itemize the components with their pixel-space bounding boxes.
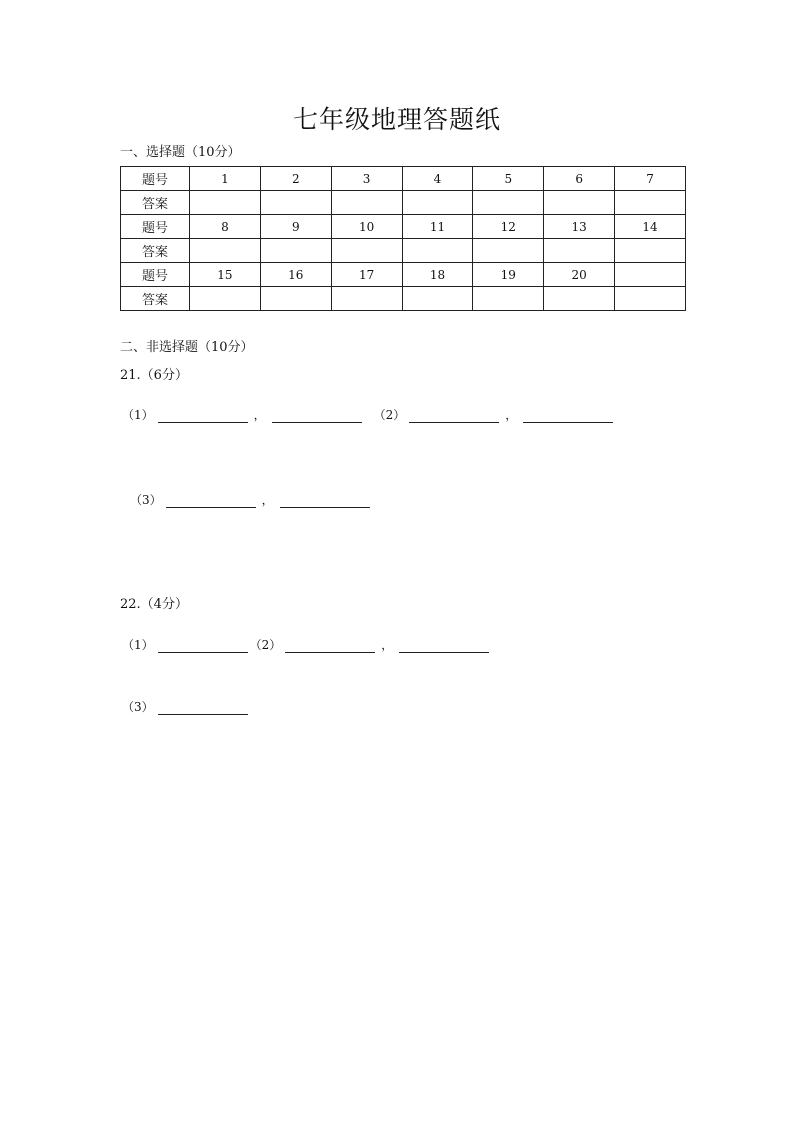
question-number-cell: 9 [260,215,331,239]
question-number-cell: 12 [473,215,544,239]
answer-cell[interactable] [331,191,402,215]
section-heading-choice: 一、选择题（10分） [120,145,241,160]
answer-cell[interactable] [544,191,615,215]
question-number-cell: 2 [260,167,331,191]
question-number-cell: 19 [473,263,544,287]
row-label: 答案 [121,287,190,311]
comma-separator: ， [261,493,274,507]
question-number-cell: 5 [473,167,544,191]
part-number: （1） [122,638,154,652]
q21-answer-line-1 [122,406,615,423]
answer-cell[interactable] [544,287,615,311]
question-number-cell: 16 [260,263,331,287]
question-number-cell: 7 [615,167,686,191]
comma-separator: ， [381,638,394,652]
answer-blank[interactable] [158,700,248,715]
answer-blank[interactable] [399,638,489,653]
answer-blank[interactable] [166,493,256,508]
answer-cell[interactable] [615,191,686,215]
section-heading-nonchoice: 二、非选择题（10分） [120,340,254,355]
table-row-answers-1 [121,191,686,215]
question-number-cell: 4 [402,167,473,191]
question-number-cell [615,263,686,287]
answer-cell[interactable] [402,191,473,215]
answer-cell[interactable] [190,287,261,311]
table-row-numbers-1 [121,167,686,191]
page-title: 七年级地理答题纸 [292,105,501,134]
question-number-cell: 14 [615,215,686,239]
part-number: （3） [130,493,162,507]
question-number-cell: 15 [190,263,261,287]
question-number-cell: 17 [331,263,402,287]
comma-separator: ， [505,408,518,422]
answer-cell[interactable] [544,239,615,263]
answer-cell[interactable] [473,239,544,263]
answer-cell[interactable] [402,287,473,311]
answer-blank[interactable] [523,408,613,423]
answer-blank[interactable] [409,408,499,423]
part-number: （1） [122,408,154,422]
answer-cell[interactable] [331,239,402,263]
answer-cell[interactable] [190,239,261,263]
answer-blank[interactable] [280,493,370,508]
row-label: 答案 [121,191,190,215]
row-label: 题号 [121,215,190,239]
part-number: （2） [249,638,282,652]
comma-separator: ， [253,408,266,422]
answer-cell[interactable] [615,287,686,311]
question-number-cell: 10 [331,215,402,239]
question-number-cell: 18 [402,263,473,287]
answer-blank[interactable] [285,638,375,653]
answer-cell[interactable] [402,239,473,263]
answer-cell[interactable] [260,239,331,263]
table-row-numbers-3 [121,263,686,287]
question-22-heading: 22.（4分） [120,597,188,612]
answer-blank[interactable] [158,638,248,653]
q21-answer-line-2 [130,491,372,508]
part-number: （2） [373,408,406,422]
q22-answer-line-1 [122,636,491,653]
answer-blank[interactable] [158,408,248,423]
part-number: （3） [122,700,154,714]
question-number-cell: 8 [190,215,261,239]
table-row-answers-3 [121,287,686,311]
question-number-cell: 3 [331,167,402,191]
row-label: 题号 [121,263,190,287]
answer-cell[interactable] [473,191,544,215]
answer-grid-table [120,166,686,311]
row-label: 答案 [121,239,190,263]
row-label: 题号 [121,167,190,191]
answer-cell[interactable] [331,287,402,311]
question-number-cell: 13 [544,215,615,239]
question-number-cell: 1 [190,167,261,191]
answer-cell[interactable] [473,287,544,311]
answer-cell[interactable] [260,287,331,311]
question-number-cell: 20 [544,263,615,287]
table-row-numbers-2 [121,215,686,239]
question-number-cell: 11 [402,215,473,239]
answer-blank[interactable] [272,408,362,423]
question-number-cell: 6 [544,167,615,191]
q22-answer-line-2 [122,698,250,715]
table-row-answers-2 [121,239,686,263]
answer-cell[interactable] [615,239,686,263]
answer-cell[interactable] [260,191,331,215]
answer-cell[interactable] [190,191,261,215]
question-21-heading: 21.（6分） [120,368,188,383]
